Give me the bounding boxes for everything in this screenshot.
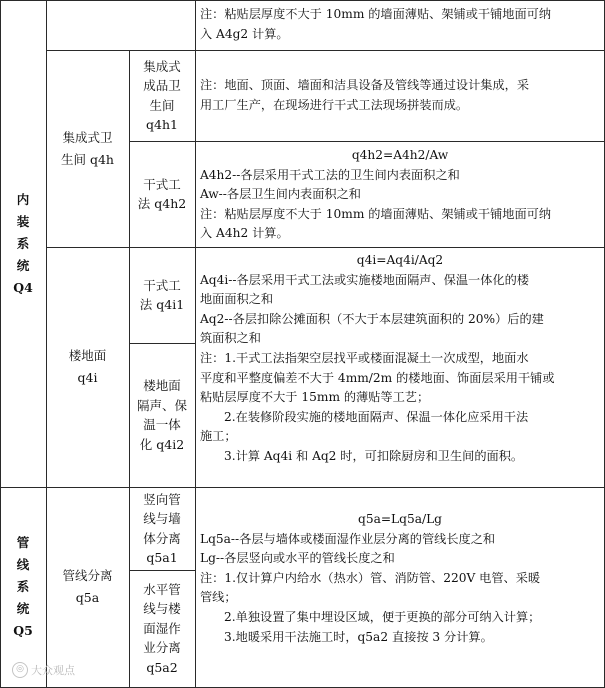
h2-text-line: 入 A4h2 计算。 [200, 226, 289, 241]
floor-note-line: 3.计算 Aq4i 和 Aq2 时，可扣除厨房和卫生间的面积。 [224, 448, 524, 463]
pipe-label-line: 管线分离 [62, 568, 113, 583]
category-q4-char: Q4 [13, 279, 33, 295]
top-note-cell [195, 5, 604, 44]
floor-formula: q4i=Aq4i/Aq2 [356, 253, 444, 267]
floor-text-line: Aq2--各层扣除公摊面积（不大于本层建筑面积的 20%）后的建 [200, 311, 544, 326]
pipe-text-line: Lg--各层竖向或水平的管线长度之和 [200, 551, 395, 566]
h1-text-line: 注：地面、顶面、墙面和洁具设备及管线等通过设计集成，采 [200, 78, 530, 92]
floor-note-line: 粘贴层厚度不大于 15mm 的薄贴等工艺； [200, 390, 430, 405]
floor-note-line: 施工； [200, 429, 237, 444]
i1-label [129, 247, 195, 343]
h1-label [129, 50, 195, 141]
h2-label-line: 法 q4h2 [137, 196, 187, 211]
floor-text-line: 地面面积之和 [200, 292, 274, 307]
bathroom-label [46, 50, 129, 247]
pipe-note-line: 注：1.仅计算户内给水（热水）管、消防管、220V 电管、采暖 [200, 570, 541, 585]
floor-text-line: 筑面积之和 [200, 331, 261, 346]
h1-label-line: 成品卫 [143, 78, 181, 93]
i1-label-line: 法 q4i1 [139, 297, 185, 312]
category-q5-char: 管 [16, 535, 30, 550]
floor-label [46, 247, 129, 487]
watermark-logo-icon: ◎ [12, 662, 28, 678]
h1-label-line: 集成式 [143, 58, 181, 74]
category-q4-char: 统 [16, 257, 30, 273]
a2-label-line: 水平管 [143, 581, 181, 597]
floor-text-line: Aq4i--各层采用干式工法或实施楼地面隔声、保温一体化的楼 [200, 272, 529, 287]
a2-label-line: 线与楼 [143, 601, 181, 617]
category-q4-char: 内 [16, 191, 30, 207]
h2-text-line: 注：粘贴层厚度不大于 10mm 的墙面薄贴、架铺或干铺地面可纳 [200, 206, 552, 221]
floor-label-line: 楼地面 [68, 348, 107, 363]
category-q5-char: Q5 [13, 623, 33, 638]
a2-label-line: 业分离 [143, 640, 181, 656]
a2-label-line: q5a2 [146, 659, 178, 675]
pipe-note-line: 管线； [200, 590, 237, 605]
floor-note-line: 2.在装修阶段实施的楼地面隔声、保温一体化应采用干法 [224, 409, 529, 424]
h1-label-line: 生间 [149, 97, 175, 113]
top-note-line: 注：粘贴层厚度不大于 10mm 的墙面薄贴、架铺或干铺地面可纳 [200, 7, 552, 21]
floor-note-line: 注：1.干式工法指架空层找平或楼面混凝土一次成型，地面水 [200, 350, 529, 365]
a1-label-line: 线与墙 [143, 511, 181, 526]
category-q5 [0, 487, 46, 687]
h2-text-line: A4h2--各层采用干式工法的卫生间内表面积之和 [200, 167, 460, 182]
category-q4-char: 装 [16, 213, 30, 229]
a1-label-line: q5a1 [146, 550, 178, 565]
a1-label-line: 体分离 [143, 530, 181, 546]
h2-label [129, 141, 195, 247]
row-divider-h1 [129, 141, 605, 142]
top-note-line: 入 A4g2 计算。 [200, 26, 289, 41]
h2-text [195, 146, 604, 244]
pipe-note-line: 2.单独设置了集中埋设区域，便于更换的部分可纳入计算； [224, 609, 541, 624]
h1-text-line: 用工厂生产，在现场进行干式工法现场拼装而成。 [200, 97, 469, 112]
i1-label-line: 干式工 [143, 277, 181, 293]
h2-label-line: 干式工 [143, 176, 181, 192]
floor-note-line: 平度和平整度偏差不大于 4mm/2m 的楼地面、饰面层采用干铺或 [200, 370, 555, 385]
floor-text [195, 251, 604, 467]
watermark [12, 662, 75, 678]
h1-label-line: q4h1 [146, 117, 178, 132]
pipe-label-line: q5a [75, 590, 100, 605]
category-q4-char: 系 [16, 235, 30, 251]
category-q5-char: 系 [16, 579, 30, 594]
bathroom-label-line: 集成式卫 [62, 129, 113, 145]
h2-text-line: Aw--各层卫生间内表面积之和 [200, 187, 361, 202]
pipe-formula: q5a=Lq5a/Lg [358, 512, 442, 526]
pipe-label [46, 487, 129, 687]
pipe-text-line: Lq5a--各层与墙体或楼面湿作业层分离的管线长度之和 [200, 531, 496, 546]
floor-label-line: q4i [77, 370, 98, 385]
i2-label-line: 化 q4i2 [139, 436, 185, 452]
table-top-border [0, 0, 605, 1]
i2-label-line: 楼地面 [143, 378, 181, 393]
i2-label [129, 343, 195, 487]
a2-label [129, 570, 195, 687]
category-q5-char: 线 [16, 557, 30, 572]
i2-label-line: 隔声、保 [136, 397, 187, 413]
a1-label [129, 487, 195, 570]
i2-label-line: 温一体 [143, 417, 181, 432]
category-q4 [0, 0, 46, 487]
watermark-text: 大众观点 [31, 664, 75, 677]
a2-label-line: 面湿作 [143, 620, 181, 636]
bathroom-label-line: 生间 q4h [61, 151, 114, 167]
pipe-text [195, 510, 604, 647]
a1-label-line: 竖向管 [143, 491, 181, 507]
category-q5-char: 统 [16, 601, 30, 616]
h2-formula: q4h2=A4h2/Aw [351, 148, 449, 162]
pipe-note-line: 3.地暖采用干法施工时，q5a2 直接按 3 分计算。 [224, 629, 493, 644]
h1-text [195, 76, 604, 115]
